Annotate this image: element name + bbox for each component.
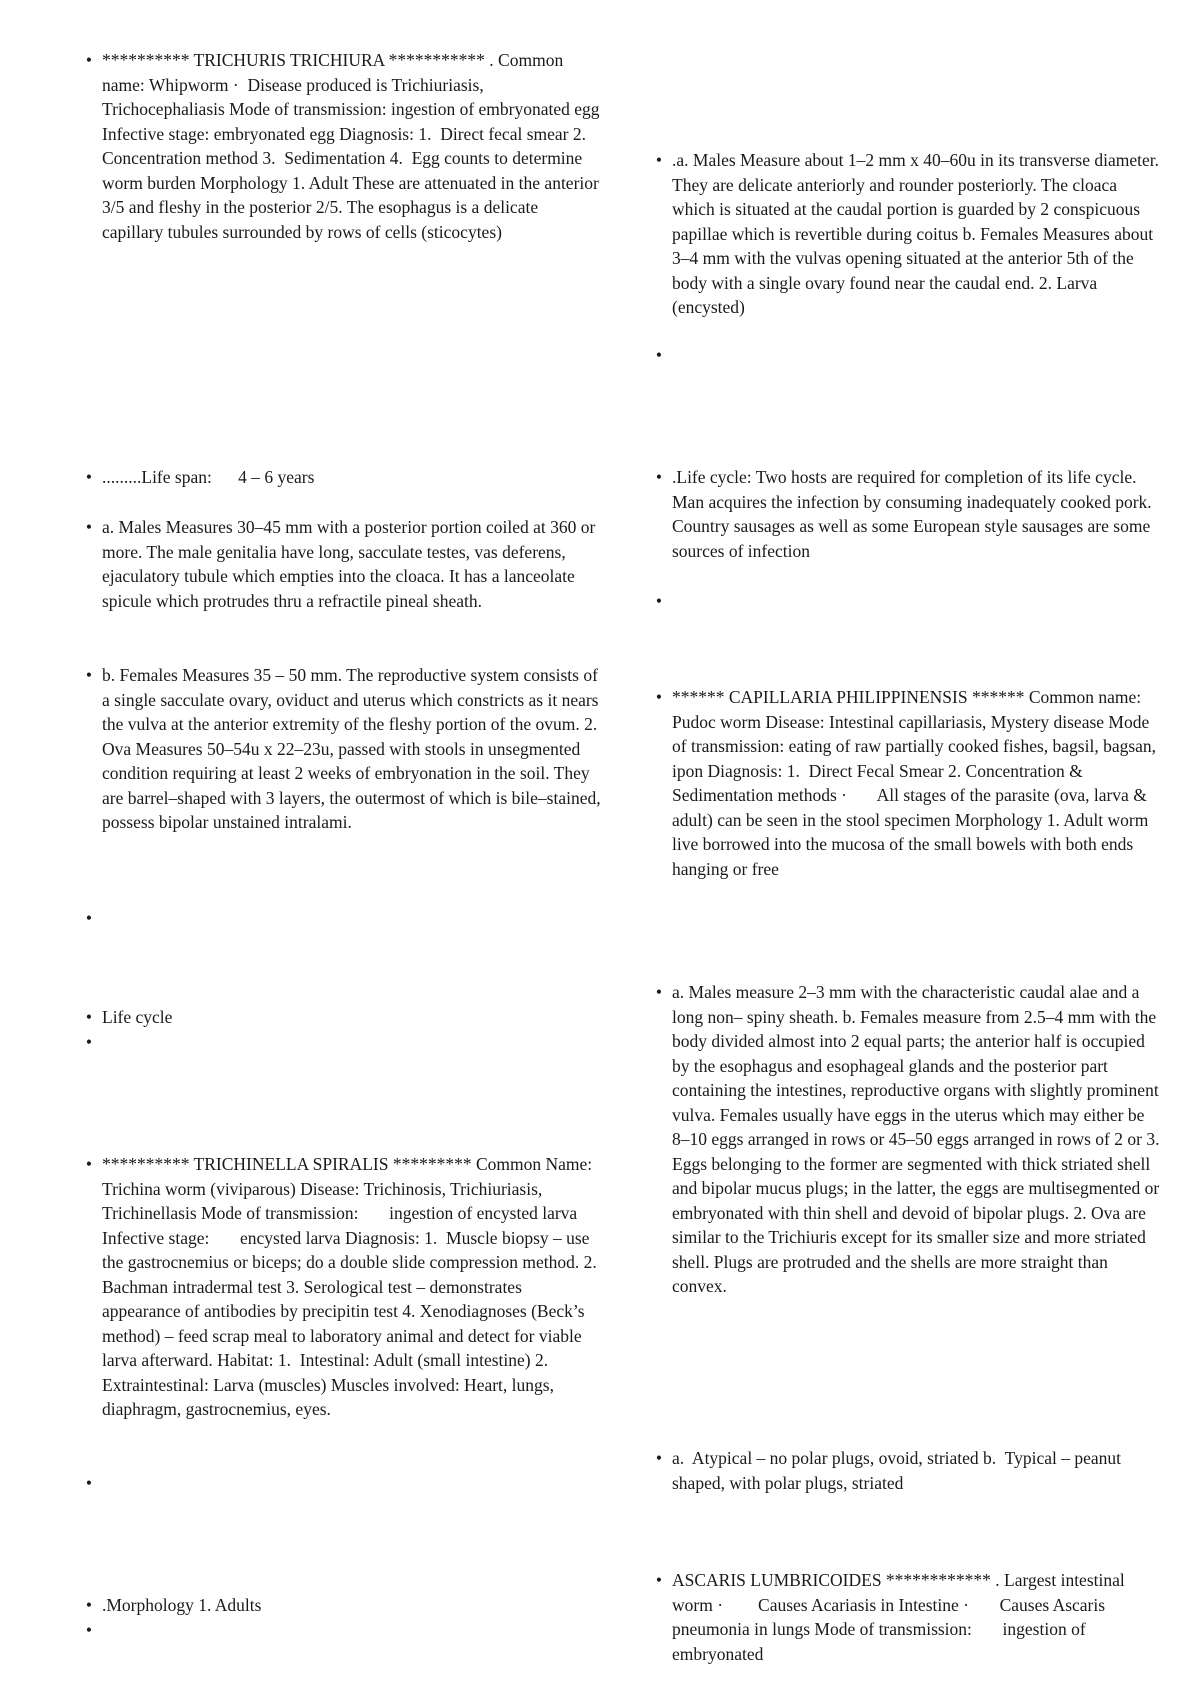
bullet-text: .........Life span: 4 – 6 years [102, 467, 315, 487]
bullet-item [652, 980, 1164, 1299]
bullet-item [82, 515, 602, 613]
bullet-text: ASCARIS LUMBRICOIDES ************ . Largest intestinal worm · Causes Acariasis in Intestine · Causes Ascaris pneumonia in lungs Mode of transmission: ingestion of embryonated [672, 1570, 1130, 1664]
bullet-text: b. Females Measures 35 – 50 mm. The reproductive system consists of a single sacculate ovary, oviduct and uterus which constricts as it nears the vulva at the anterior extremity of the fleshy portion of the ovum. 2. Ova Measures 50–54u x 22–23u, passed with stools in unsegmented condition requiring at least 2 weeks of embryonation in the soil. They are barrel–shaped with 3 layers, the outermost of which is bile–stained, possess bipolar unstained intralami. [102, 665, 605, 832]
bullet-dot-icon: • [655, 1570, 663, 1590]
bullet-item [82, 465, 602, 490]
bullet-dot-icon: • [655, 982, 663, 1002]
bullet-dot-icon: • [655, 687, 663, 707]
bullet-text: a. Males Measures 30–45 mm with a posterior portion coiled at 360 or more. The male genitalia have long, sacculate testes, vas deferens, ejaculatory tubule which empties into the cloaca. It has a lanceolate spicule which protrudes thru a refractile pineal sheath. [102, 517, 600, 611]
bullet-item [652, 685, 1164, 881]
bullet-dot-icon: • [85, 1154, 93, 1174]
bullet-dot-icon: • [85, 517, 93, 537]
bullet-text: a. Atypical – no polar plugs, ovoid, striated b. Typical – peanut shaped, with polar plugs, striated [672, 1448, 1126, 1493]
bullet-dot-icon: • [85, 1032, 93, 1052]
bullet-dot-icon: • [655, 150, 663, 170]
bullet-item [652, 1446, 1164, 1495]
bullet-text: ****** CAPILLARIA PHILIPPINENSIS ****** Common name: Pudoc worm Disease: Intestinal capillariasis, Mystery disease Mode of transmission: eating of raw partially cooked fishes, bagsil, bagsan, ipon Diagnosis: 1. Direct Fecal Smear 2. Concentration & Sedimentation methods · All stages of the parasite (ova, larva & adult) can be seen in the stool specimen Morphology 1. Adult worm live borrowed into the mucosa of the small bowels with both ends hanging or free [672, 687, 1161, 879]
bullet-item [652, 1568, 1164, 1666]
bullet-dot-icon: • [655, 1448, 663, 1468]
bullet-item [82, 1152, 623, 1422]
bullet-text: .Morphology 1. Adults [102, 1595, 262, 1615]
bullet-dot-icon: • [85, 665, 93, 685]
bullet-dot-icon: • [85, 50, 93, 70]
bullet-text: ********** TRICHURIS TRICHIURA *********** . Common name: Whipworm · Disease produced is Trichiuriasis, Trichocephaliasis Mode of transmission: ingestion of embryonated egg Infective stage: embryonated egg Diagnosis: 1. Direct fecal smear 2. Concentration method 3. Sedimentation 4. Egg counts to determine worm burden Morphology 1. Adult These are attenuated in the anterior 3/5 and fleshy in the posterior 2/5. The esophagus is a delicate capillary tubules surrounded by rows of cells (sticocytes) [102, 50, 604, 242]
bullet-item [652, 148, 1164, 320]
bullet-dot-icon: • [85, 908, 93, 928]
bullet-dot-icon: • [655, 591, 663, 611]
bullet-text: Life cycle [102, 1007, 173, 1027]
bullet-text: .Life cycle: Two hosts are required for completion of its life cycle. Man acquires the infection by consuming inadequately cooked pork. Country sausages as well as some European style sausages are some sources of infection [672, 467, 1157, 561]
bullet-dot-icon: • [85, 1473, 93, 1493]
bullet-item [82, 1005, 602, 1030]
bullet-dot-icon: • [655, 467, 663, 487]
bullet-dot-icon: • [85, 1620, 93, 1640]
bullet-item [82, 663, 605, 835]
bullet-item [652, 465, 1164, 563]
bullet-dot-icon: • [85, 1007, 93, 1027]
bullet-text: .a. Males Measure about 1–2 mm x 40–60u in its transverse diameter. They are delicate anteriorly and rounder posteriorly. The cloaca which is situated at the caudal portion is guarded by 2 conspicuous papillae which is revertible during coitus b. Females Measures about 3–4 mm with the vulvas opening situated at the anterior 5th of the body with a single ovary found near the caudal end. 2. Larva (encysted) [672, 150, 1164, 317]
bullet-dot-icon: • [85, 467, 93, 487]
bullet-text: ********** TRICHINELLA SPIRALIS ********* Common Name: Trichina worm (viviparous) Disease: Trichinosis, Trichiuriasis, Trichinellasis Mode of transmission: ingestion of encysted larva Infective stage: encysted larva Diagnosis: 1. Muscle biopsy – use the gastrocnemius or biceps; do a double slide compression method. 2. Bachman intradermal test 3. Serological test – demonstrates appearance of antibodies by precipitin test 4. Xenodiagnoses (Beck’s method) – feed scrap meal to laboratory animal and detect for viable larva afterward. Habitat: 1. Intestinal: Adult (small intestine) 2. Extraintestinal: Larva (muscles) Muscles involved: Heart, lungs, diaphragm, gastrocnemius, eyes. [102, 1154, 623, 1419]
bullet-text: a. Males measure 2–3 mm with the characteristic caudal alae and a long non– spiny sheath. b. Females measure from 2.5–4 mm with the body divided almost into 2 equal parts; the anterior half is occupied by the esophagus and esophageal glands and the posterior part containing the intestines, reproductive organs with slightly prominent vulva. Females usually have eggs in the uterus which may either be 8–10 eggs arranged in rows or 45–50 eggs arranged in rows of 2 or 3. Eggs belonging to the former are segmented with thick striated shell and bipolar mucus plugs; in the latter, the eggs are multisegmented or embryonated with thin shell and devoid of bipolar plugs. 2. Ova are similar to the Trichiuris except for its smaller size and more striated shell. Plugs are protruded and the shells are more straight than convex. [672, 982, 1164, 1296]
bullet-item [82, 48, 602, 244]
bullet-dot-icon: • [85, 1595, 93, 1615]
bullet-item [82, 1593, 602, 1618]
bullet-dot-icon: • [655, 345, 663, 365]
